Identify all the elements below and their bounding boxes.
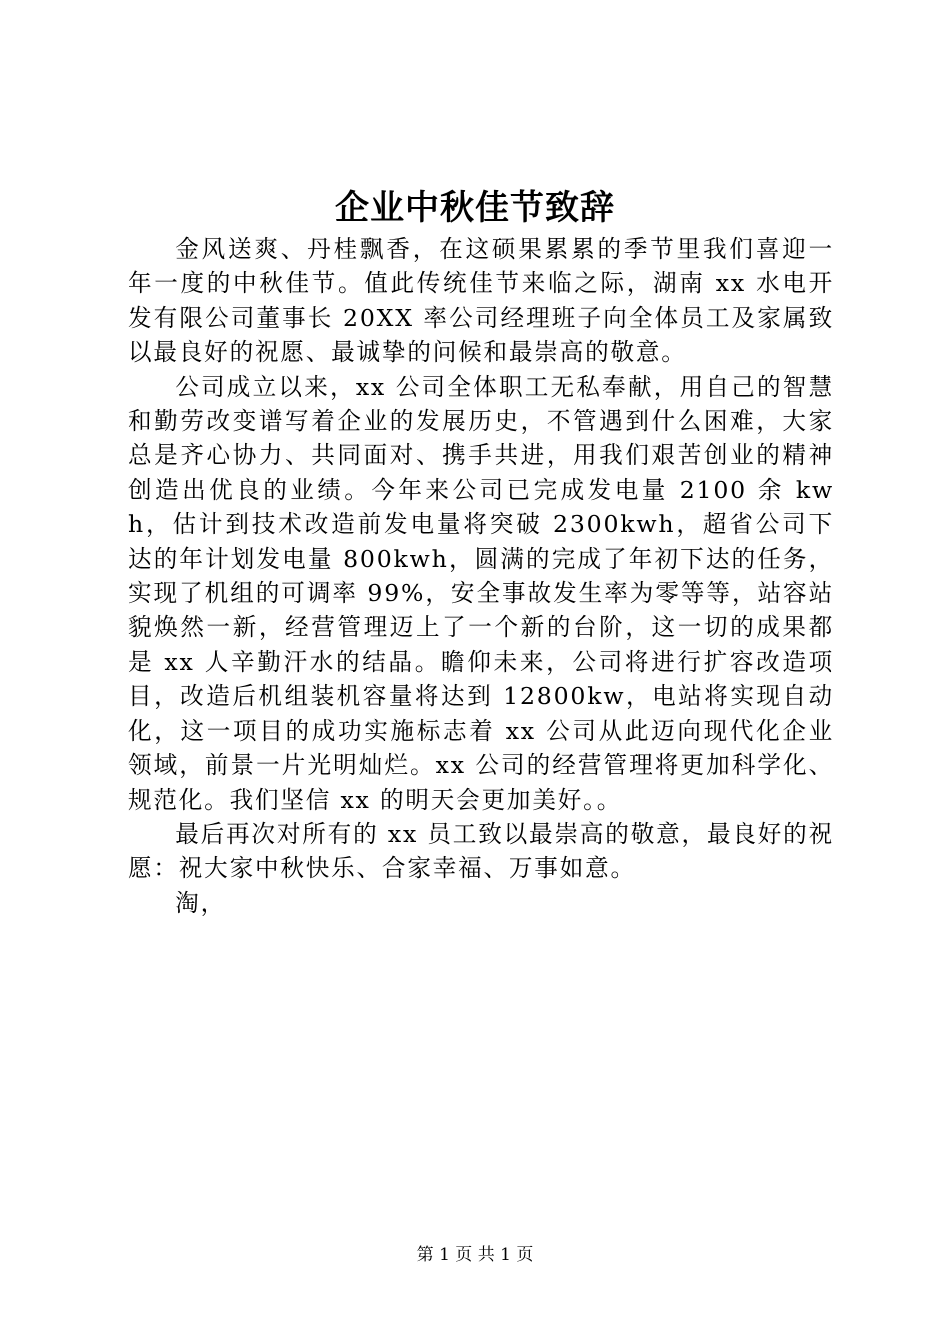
document-body	[128, 232, 834, 920]
document-title: 企业中秋佳节致辞	[335, 188, 615, 228]
paragraph-closing-wishes: 最后再次对所有的 xx 员工致以最崇高的敬意，最良好的祝愿：祝大家中秋快乐、合家幸福、万事如意。	[128, 819, 834, 883]
paragraph-greeting: 金风送爽、丹桂飘香，在这硕果累累的季节里我们喜迎一年一度的中秋佳节。值此传统佳节来临之际，湖南 xx 水电开发有限公司董事长 20XX 率公司经理班子向全体员工及家属致以最良好的祝愿、最诚挚的问候和最崇高的敬意。	[128, 235, 834, 367]
paragraph-achievements: 公司成立以来，xx 公司全体职工无私奉献，用自己的智慧和勤劳改变谱写着企业的发展历史，不管遇到什么困难，大家总是齐心协力、共同面对、携手共进，用我们艰苦创业的精神创造出优良的业绩。今年来公司已完成发电量 2100 余 kwh，估计到技术改造前发电量将突破 2300kwh，超省公司下达的年计划发电量 800kwh，圆满的完成了年初下达的任务，实现了机组的可调率 99%，安全事故发生率为零等等，站容站貌焕然一新，经营管理迈上了一个新的台阶，这一切的成果都是 xx 人辛勤汗水的结晶。瞻仰未来，公司将进行扩容改造项目，改造后机组装机容量将达到 12800kw，电站将实现自动化，这一项目的成功实施标志着 xx 公司从此迈向现代化企业领域，前景一片光明灿烂。xx 公司的经营管理将更加科学化、规范化。我们坚信 xx 的明天会更加美好。。	[128, 372, 834, 814]
paragraph-trailing-note: 淘，	[175, 888, 226, 917]
page-number-footer: 第 1 页 共 1 页	[416, 1245, 534, 1265]
